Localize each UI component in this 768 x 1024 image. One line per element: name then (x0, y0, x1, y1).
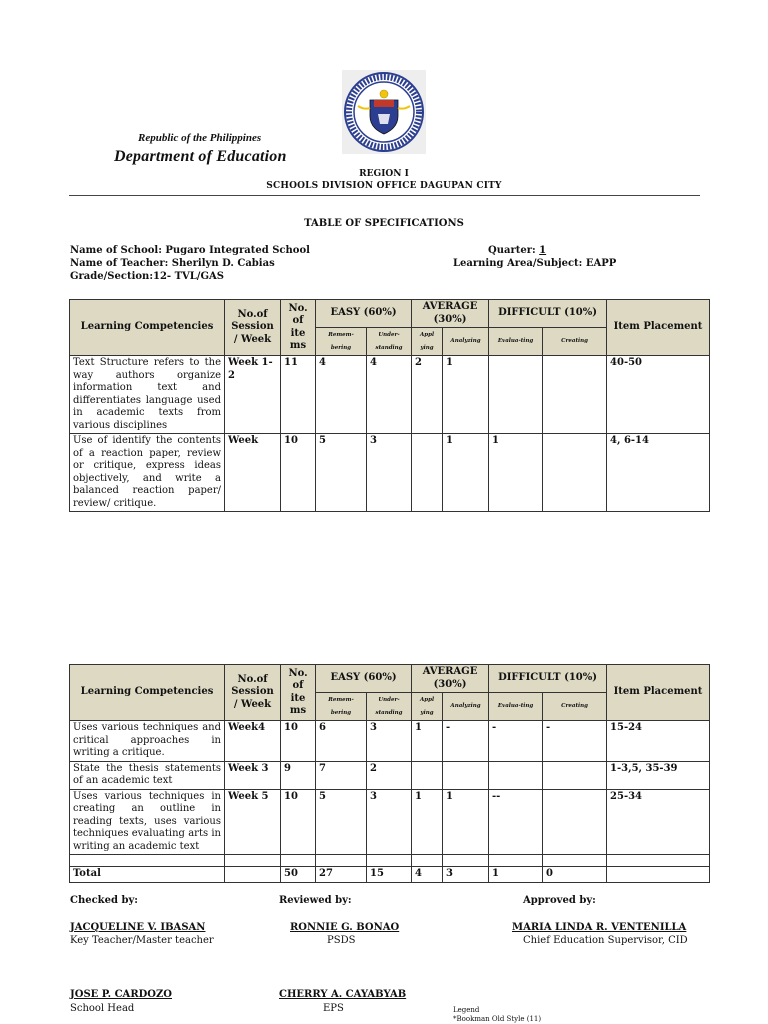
header-creating: Creating (543, 328, 607, 356)
competency-cell: Use of identify the contents of a reaction paper, review or critique, express ideas objectively, and write a balanced reaction paper/ review/ critique. (70, 434, 225, 512)
header-easy: EASY (60%) (316, 665, 412, 693)
header-applying: Appl ying (412, 328, 443, 356)
header-difficult: DIFFICULT (10%) (489, 300, 607, 328)
understanding-cell: 3 (367, 721, 412, 762)
placement-cell: 40-50 (607, 356, 710, 434)
applying-cell: 1 (412, 789, 443, 855)
header-difficult: DIFFICULT (10%) (489, 665, 607, 693)
checked-by-name: JACQUELINE V. IBASAN (70, 922, 206, 933)
applying-cell (412, 434, 443, 512)
competency-cell: Uses various techniques and critical approaches in writing a critique. (70, 721, 225, 762)
legend-label: Legend (453, 1006, 480, 1014)
remembering-cell: 5 (316, 434, 367, 512)
total-items: 50 (281, 867, 316, 883)
total-evaluating: 1 (489, 867, 543, 883)
evaluating-cell: 1 (489, 434, 543, 512)
week-cell: Week 1-2 (225, 356, 281, 434)
analyzing-cell: 1 (443, 789, 489, 855)
table-row (70, 721, 710, 762)
grade-section: Grade/Section:12- TVL/GAS (70, 271, 224, 282)
competency-cell: Text Structure refers to the way authors organize information text and differentiates language used in academic texts from various disciplines (70, 356, 225, 434)
placement-cell: 15-24 (607, 721, 710, 762)
header-sessions: No.of Session / Week (225, 300, 281, 356)
remembering-cell: 4 (316, 356, 367, 434)
quarter-value: 1 (539, 245, 547, 256)
deped-seal (342, 70, 426, 154)
quarter-label: Quarter: (488, 245, 540, 256)
evaluating-cell: -- (489, 789, 543, 855)
total-applying: 4 (412, 867, 443, 883)
items-cell: 9 (281, 761, 316, 789)
items-cell: 11 (281, 356, 316, 434)
tos-table-2 (69, 664, 710, 883)
school-name: Name of School: Pugaro Integrated School (70, 245, 310, 256)
legend-font-note: *Bookman Old Style (11) (453, 1015, 542, 1023)
header-understanding: Under- standing (367, 693, 412, 721)
header-analyzing: Analyzing (443, 693, 489, 721)
applying-cell (412, 761, 443, 789)
eps-title: EPS (323, 1003, 344, 1014)
week-cell: Week 5 (225, 789, 281, 855)
understanding-cell: 3 (367, 434, 412, 512)
header-understanding: Under- standing (367, 328, 412, 356)
header-sessions: No.of Session / Week (225, 665, 281, 721)
eps-name: CHERRY A. CAYABYAB (279, 989, 407, 1000)
applying-cell: 1 (412, 721, 443, 762)
evaluating-cell (489, 761, 543, 789)
header-creating: Creating (543, 693, 607, 721)
competency-cell: Uses various techniques in creating an outline in reading texts, uses various techniques evaluating arts in writing an academic text (70, 789, 225, 855)
remembering-cell: 6 (316, 721, 367, 762)
items-cell: 10 (281, 434, 316, 512)
republic-text: Republic of the Philippines (138, 132, 262, 144)
understanding-cell: 4 (367, 356, 412, 434)
total-label: Total (70, 867, 225, 883)
total-remembering: 27 (316, 867, 367, 883)
remembering-cell: 7 (316, 761, 367, 789)
reviewed-by-label: Reviewed by: (279, 895, 352, 906)
total-understanding: 15 (367, 867, 412, 883)
checked-by-title: Key Teacher/Master teacher (70, 935, 214, 946)
school-head-name: JOSE P. CARDOZO (70, 989, 173, 1000)
header-average: AVERAGE (30%) (412, 300, 489, 328)
total-analyzing: 3 (443, 867, 489, 883)
header-placement: Item Placement (607, 300, 710, 356)
header-items: No. of ite ms (281, 665, 316, 721)
table-row (70, 761, 710, 789)
header-evaluating: Evalua-ting (489, 693, 543, 721)
tos-table-1 (69, 299, 710, 512)
region-text: REGION I (359, 169, 409, 179)
reviewed-by-name: RONNIE G. BONAO (290, 922, 400, 933)
applying-cell: 2 (412, 356, 443, 434)
reviewed-by-title: PSDS (327, 935, 356, 946)
approved-by-name: MARIA LINDA R. VENTENILLA (512, 922, 687, 933)
header-analyzing: Analyzing (443, 328, 489, 356)
table-row (70, 434, 710, 512)
spacer-row (70, 855, 710, 867)
school-head-title: School Head (70, 1003, 135, 1014)
analyzing-cell: 1 (443, 434, 489, 512)
approved-by-label: Approved by: (523, 895, 596, 906)
items-cell: 10 (281, 789, 316, 855)
creating-cell: - (543, 721, 607, 762)
total-row (70, 867, 710, 883)
header-competencies: Learning Competencies (70, 665, 225, 721)
checked-by-label: Checked by: (70, 895, 138, 906)
header-easy: EASY (60%) (316, 300, 412, 328)
header-remembering: Remem- bering (316, 328, 367, 356)
week-cell: Week 3 (225, 761, 281, 789)
evaluating-cell (489, 356, 543, 434)
evaluating-cell: - (489, 721, 543, 762)
header-items: No. of ite ms (281, 300, 316, 356)
approved-by-title: Chief Education Supervisor, CID (523, 935, 688, 946)
quarter (488, 245, 546, 256)
items-cell: 10 (281, 721, 316, 762)
total-creating: 0 (543, 867, 607, 883)
creating-cell (543, 356, 607, 434)
creating-cell (543, 434, 607, 512)
creating-cell (543, 761, 607, 789)
department-text: Department of Education (114, 148, 287, 165)
teacher-name: Name of Teacher: Sherilyn D. Cabias (70, 258, 275, 269)
header-remembering: Remem- bering (316, 693, 367, 721)
table-row (70, 789, 710, 855)
understanding-cell: 3 (367, 789, 412, 855)
header-placement: Item Placement (607, 665, 710, 721)
placement-cell: 25-34 (607, 789, 710, 855)
division-text: SCHOOLS DIVISION OFFICE DAGUPAN CITY (266, 181, 502, 191)
analyzing-cell: 1 (443, 356, 489, 434)
header-evaluating: Evalua-ting (489, 328, 543, 356)
header-applying: Appl ying (412, 693, 443, 721)
header-average: AVERAGE (30%) (412, 665, 489, 693)
placement-cell: 4, 6-14 (607, 434, 710, 512)
placement-cell: 1-3,5, 35-39 (607, 761, 710, 789)
understanding-cell: 2 (367, 761, 412, 789)
header-divider (69, 195, 700, 196)
week-cell: Week4 (225, 721, 281, 762)
header-competencies: Learning Competencies (70, 300, 225, 356)
document-title: TABLE OF SPECIFICATIONS (304, 218, 464, 229)
week-cell: Week (225, 434, 281, 512)
analyzing-cell: - (443, 721, 489, 762)
analyzing-cell (443, 761, 489, 789)
competency-cell: State the thesis statements of an academic text (70, 761, 225, 789)
creating-cell (543, 789, 607, 855)
learning-area: Learning Area/Subject: EAPP (453, 258, 617, 269)
table-row (70, 356, 710, 434)
remembering-cell: 5 (316, 789, 367, 855)
